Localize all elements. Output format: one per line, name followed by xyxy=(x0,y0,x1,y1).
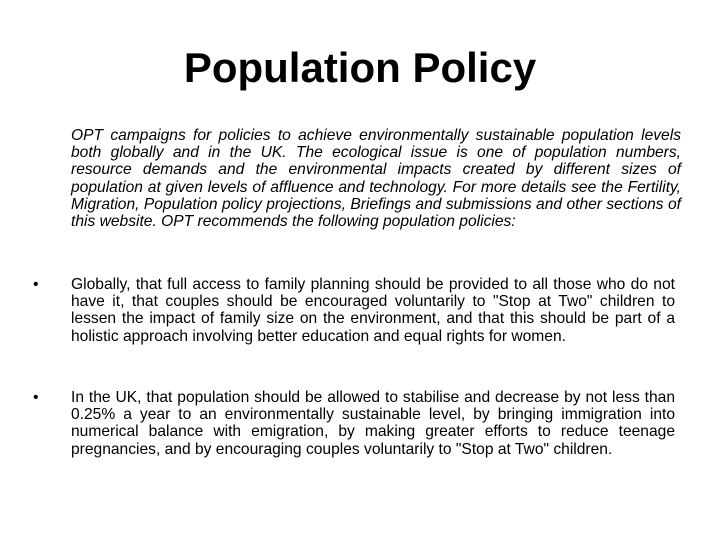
bullet-marker: • xyxy=(33,389,39,406)
bullet-marker: • xyxy=(33,276,39,293)
slide-title: Population Policy xyxy=(183,44,537,91)
bullet-text-global: Globally, that full access to family planning should be provided to all those who do not have it, that couples should be encouraged voluntarily to "Stop at Two" children to lessen the impact of family size on the environment, and that this should be part of a holistic approach involving better education and equal rights for women. xyxy=(71,276,675,345)
intro-paragraph: OPT campaigns for policies to achieve environmentally sustainable population levels both globally and in the UK. The ecological issue is one of population numbers, resource demands and the environmental impacts created by different sizes of population at given levels of affluence and technology. For more details see the Fertility, Migration, Population policy projections, Briefings and submissions and other sections of this website. OPT recommends the following population policies: xyxy=(71,127,681,231)
bullet-text-uk: In the UK, that population should be allowed to stabilise and decrease by not less than 0.25% a year to an environmentally sustainable level, by bringing immigration into numerical balance with emigration, by making greater efforts to reduce teenage pregnancies, and by encouraging couples voluntarily to "Stop at Two" children. xyxy=(71,389,675,458)
